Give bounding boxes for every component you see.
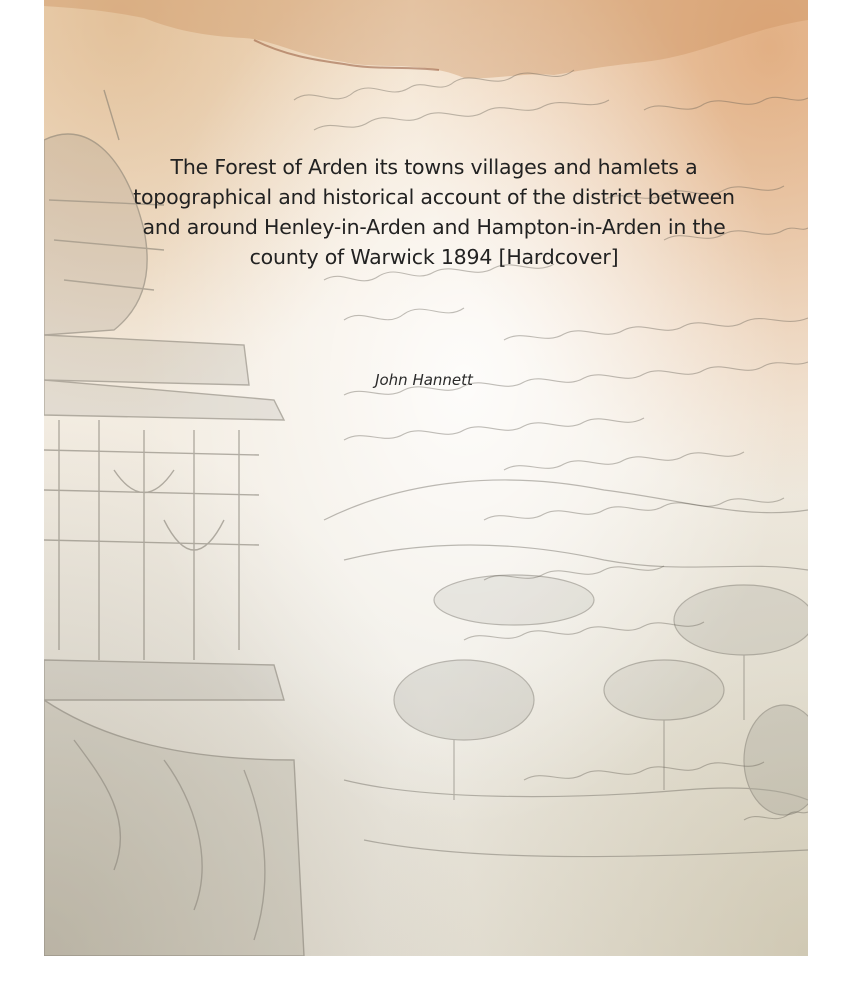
landscape-sketch [324, 480, 808, 857]
stain-top [44, 0, 808, 78]
book-author: John Hannett [375, 371, 473, 389]
book-title: The Forest of Arden its towns villages and hamlets a topographical and historical account of the district between and around Henley-in-Arden and Hampton-in-Arden in the county of Warwick 1894 [Hardcover] [133, 155, 735, 269]
title-block [114, 152, 754, 272]
book-cover [44, 0, 808, 956]
cover-illustration [44, 0, 808, 956]
